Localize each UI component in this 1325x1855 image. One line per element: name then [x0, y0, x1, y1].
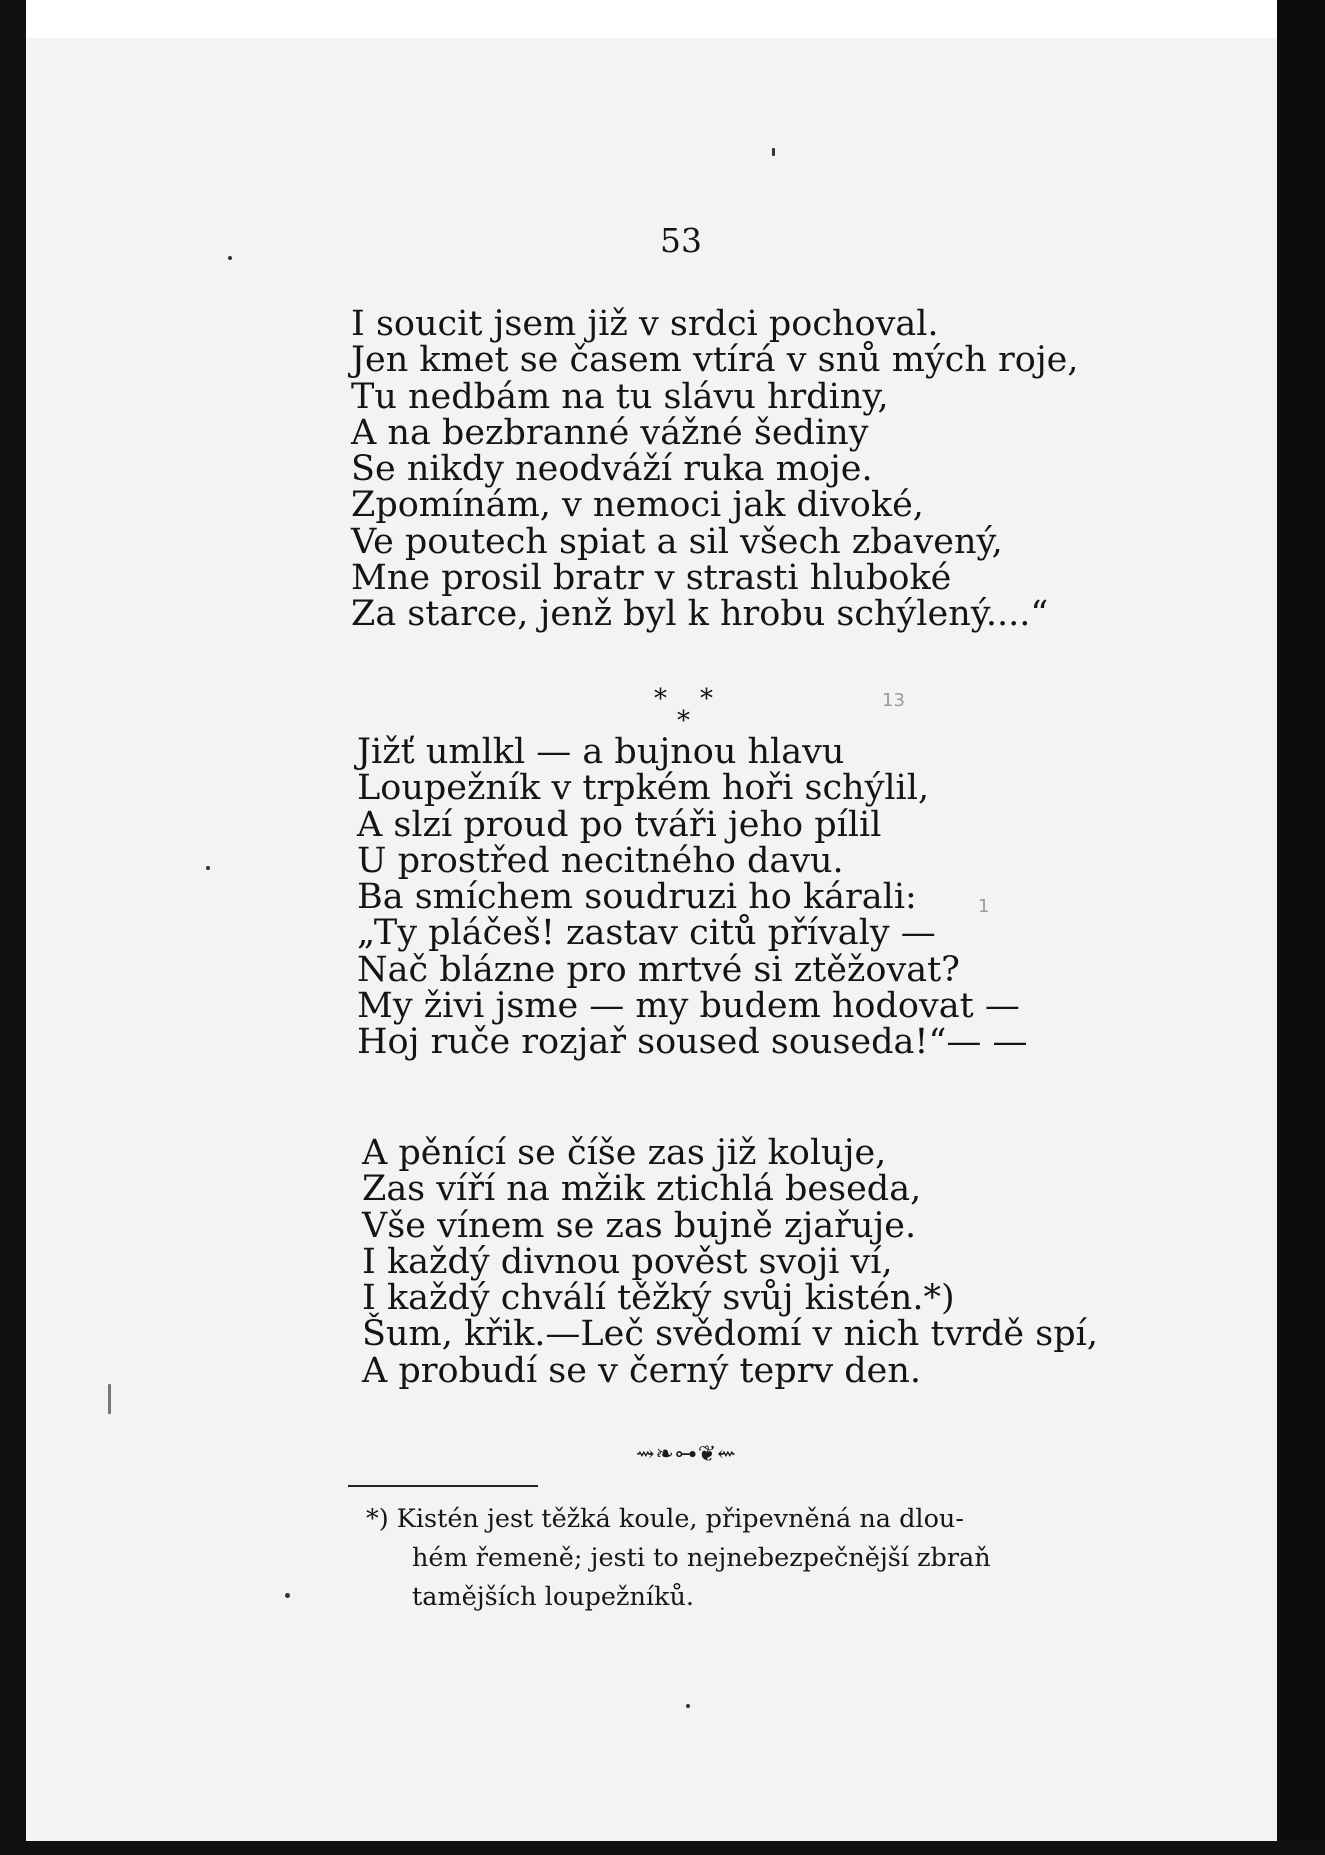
scan-border-right — [1277, 0, 1325, 1855]
verse-line: Zpomínám, v nemoci jak divoké, — [351, 485, 924, 526]
pencil-annotation: 1 — [978, 896, 990, 917]
book-page — [26, 38, 1277, 1841]
paper-speck — [206, 866, 210, 870]
scan-border-bottom — [0, 1841, 1325, 1855]
verse-line: I soucit jsem již v srdci pochoval. — [351, 304, 939, 344]
pencil-annotation: 13 — [882, 690, 905, 711]
verse-line: Se nikdy neodváží ruka moje. — [351, 449, 873, 490]
asterisk: * — [700, 684, 713, 714]
verse-line: Ba smíchem soudruzi ho kárali: — [357, 877, 917, 918]
verse-line: Vše vínem se zas bujně zjařuje. — [362, 1205, 917, 1246]
verse-line: Jižť umlkl — a bujnou hlavu — [357, 732, 845, 772]
verse-line: A probudí se v černý teprv den. — [362, 1350, 922, 1391]
verse-line: A pěnící se číše zas již koluje, — [362, 1133, 887, 1173]
paper-speck — [228, 256, 232, 260]
scan-margin-top — [0, 0, 1325, 40]
verse-line: Ve poutech spiat a sil všech zbavený, — [351, 521, 1003, 562]
paper-speck — [686, 1704, 690, 1708]
asterisk: * — [677, 706, 690, 736]
verse-line: A na bezbranné vážné šediny — [351, 412, 869, 453]
verse-line: Loupežník v trpkém hoři schýlil, — [357, 768, 930, 809]
verse-line: I každý chválí těžký svůj kistén.*) — [362, 1278, 955, 1319]
verse-line: Hoj ruče rozjař soused souseda!“— — — [357, 1022, 1028, 1063]
verse-line: Šum, křik.—Leč svědomí v nich tvrdě spí, — [362, 1314, 1098, 1355]
asterism-section-break — [648, 686, 728, 736]
verse-line: Mne prosil bratr v strasti hluboké — [351, 558, 952, 599]
end-ornament: ⇝❧⊶❦⇜ — [636, 1442, 737, 1467]
verse-line: „Ty pláčeš! zastav citů přívaly — — [357, 913, 936, 954]
verse-line: Zas víří na mžik ztichlá beseda, — [362, 1169, 922, 1210]
stanza-2 — [357, 734, 1028, 1061]
verse-line: Tu nedbám na tu slávu hrdiny, — [351, 376, 889, 417]
verse-line: Nač blázne pro mrtvé si ztěžovat? — [357, 949, 960, 990]
footnote-line: tamějších loupežníků. — [412, 1582, 695, 1612]
footnote-line: *) Kistén jest těžká koule, připevněná na dlou- — [366, 1504, 964, 1534]
footnote — [366, 1500, 991, 1617]
footnote-rule — [348, 1485, 538, 1487]
footnote-line: hém řemeně; jesti to nejnebezpečnější zbraň — [412, 1543, 991, 1573]
verse-line: U prostřed necitného davu. — [357, 840, 844, 881]
paper-speck — [772, 148, 775, 156]
verse-line: My živi jsme — my budem hodovat — — [357, 986, 1020, 1027]
paper-speck — [285, 1593, 290, 1598]
verse-line: A slzí proud po tváři jeho pílil — [357, 804, 882, 845]
verse-line: Jen kmet se časem vtírá v snů mých roje, — [351, 340, 1079, 381]
paper-speck — [108, 1384, 111, 1414]
asterisk: * — [654, 684, 667, 714]
scan-border-left — [0, 0, 26, 1855]
page-number: 53 — [660, 221, 702, 260]
verse-line: I každý divnou pověst svoji ví, — [362, 1241, 893, 1282]
stanza-1 — [351, 306, 1079, 633]
verse-line: Za starce, jenž byl k hrobu schýlený....“ — [351, 594, 1049, 635]
stanza-3 — [362, 1135, 1098, 1389]
